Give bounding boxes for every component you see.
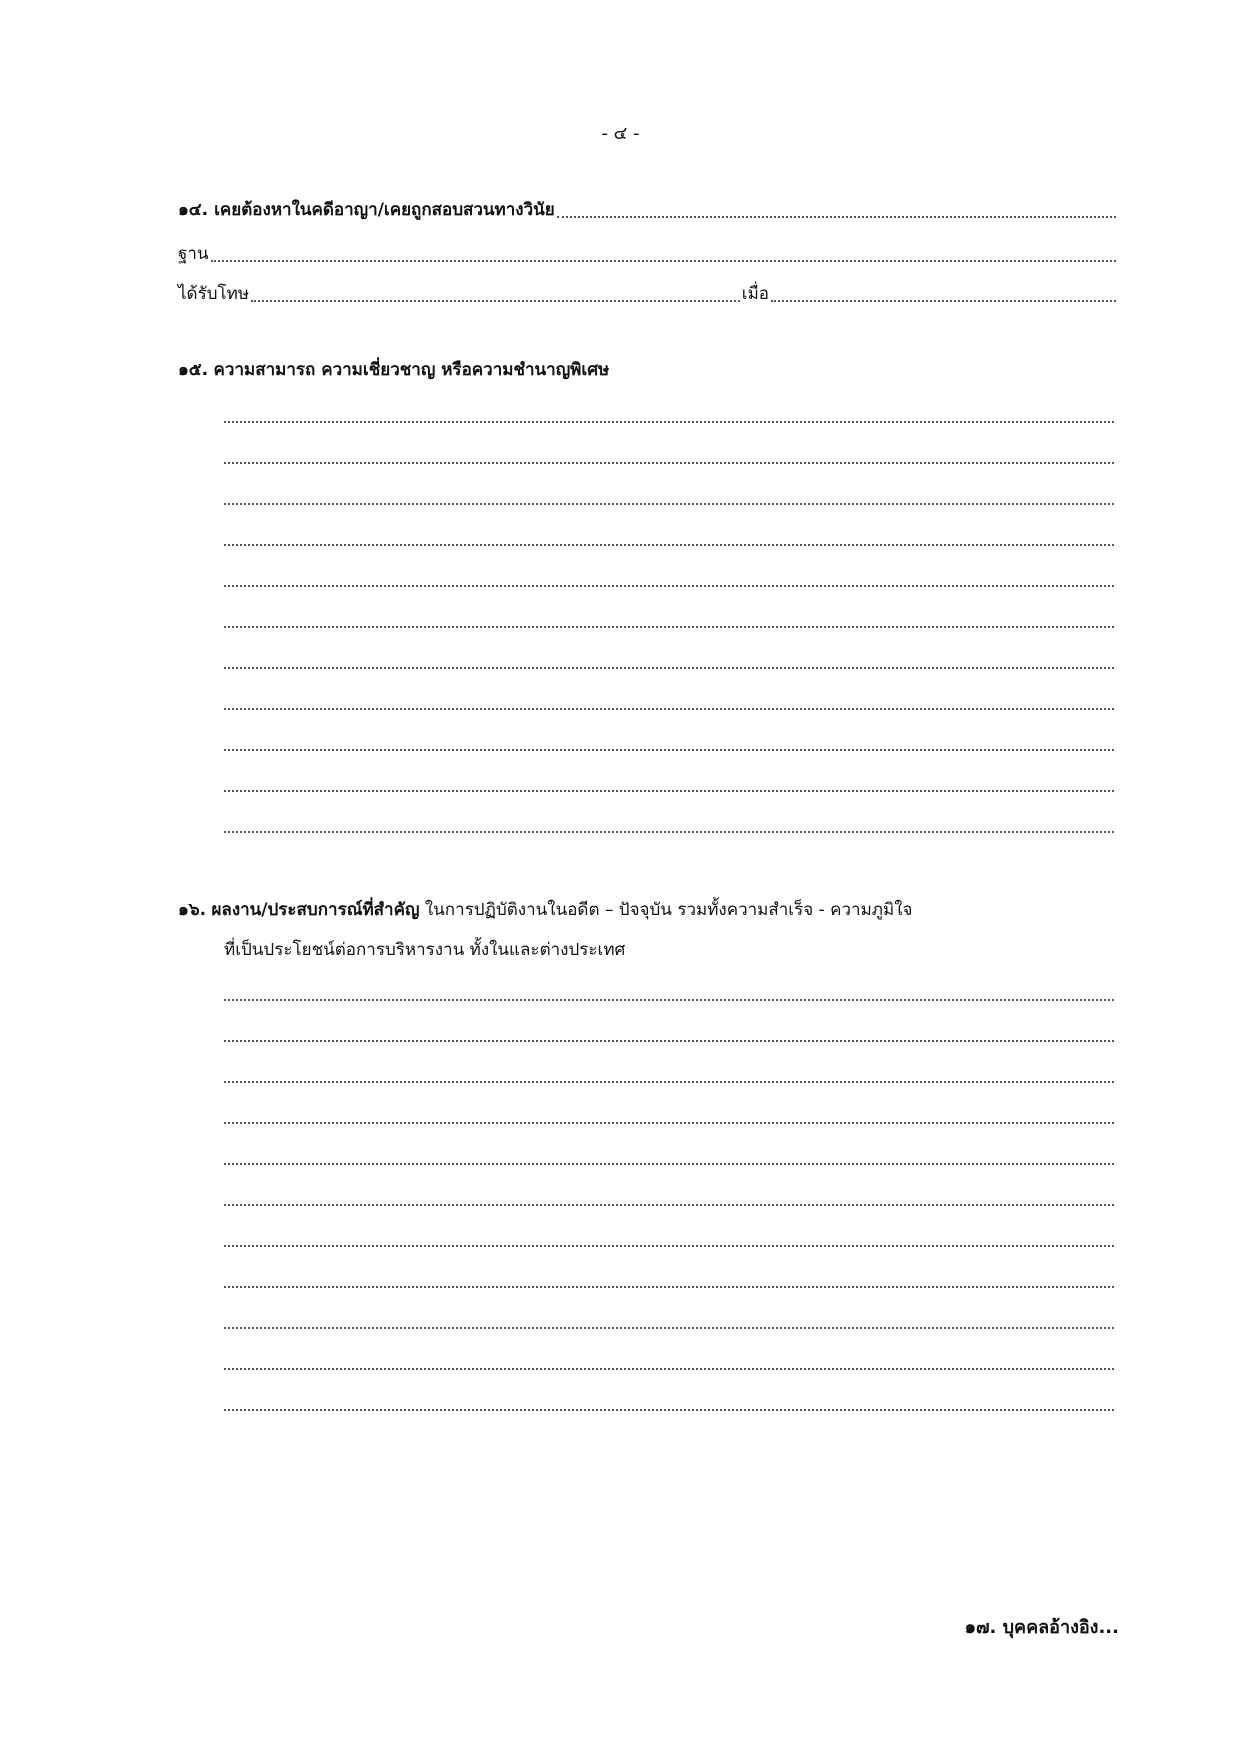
section16-title-rest: ในการปฏิบัติงานในอดีต – ปัจจุบัน รวมทั้งความสำเร็จ - ความภูมิใจ xyxy=(419,900,913,920)
answer-line[interactable] xyxy=(224,1009,1114,1050)
section14-heading xyxy=(178,196,1118,223)
answer-line[interactable] xyxy=(224,390,1114,431)
penalty-label: ได้รับโทษ xyxy=(178,284,250,304)
answer-line[interactable] xyxy=(224,968,1114,1009)
answer-line[interactable] xyxy=(224,1050,1114,1091)
answer-line[interactable] xyxy=(224,1091,1114,1132)
answer-line[interactable] xyxy=(224,472,1114,513)
section14-number: ๑๔. xyxy=(178,200,209,220)
section15-heading xyxy=(178,356,1118,383)
when-label: เมื่อ xyxy=(741,284,769,304)
section16-title: ผลงาน/ประสบการณ์ที่สำคัญ xyxy=(211,900,420,920)
section15-number: ๑๕. xyxy=(178,360,209,380)
answer-line[interactable] xyxy=(224,554,1114,595)
penalty-field[interactable] xyxy=(251,300,740,302)
section15-title: ความสามารถ ความเชี่ยวชาญ หรือความชำนาญพิเศษ xyxy=(213,360,610,380)
answer-line[interactable] xyxy=(224,1132,1114,1173)
section16-number: ๑๖. xyxy=(178,900,207,920)
when-field[interactable] xyxy=(771,300,1116,302)
section14-answer-line[interactable] xyxy=(557,216,1116,218)
section15-answer-lines xyxy=(224,390,1114,841)
answer-line[interactable] xyxy=(224,718,1114,759)
answer-line[interactable] xyxy=(224,1255,1114,1296)
answer-line[interactable] xyxy=(224,759,1114,800)
answer-line[interactable] xyxy=(224,513,1114,554)
answer-line[interactable] xyxy=(224,431,1114,472)
section14-title: เคยต้องหาในคดีอาญา/เคยถูกสอบสวนทางวินัย xyxy=(214,200,555,220)
answer-line[interactable] xyxy=(224,1378,1114,1419)
section14-basis-row xyxy=(178,240,1118,267)
basis-label: ฐาน xyxy=(178,244,209,264)
section16-heading xyxy=(178,896,1118,923)
page-number: - ๔ - xyxy=(601,123,640,144)
answer-line[interactable] xyxy=(224,1296,1114,1337)
answer-line[interactable] xyxy=(224,595,1114,636)
section16-continuation: ที่เป็นประโยชน์ต่อการบริหารงาน ทั้งในและต่างประเทศ xyxy=(224,940,626,960)
answer-line[interactable] xyxy=(224,1214,1114,1255)
answer-line[interactable] xyxy=(224,1173,1114,1214)
section16-answer-lines xyxy=(224,968,1114,1419)
answer-line[interactable] xyxy=(224,677,1114,718)
next-section-reference: ๑๗. บุคคลอ้างอิง... xyxy=(964,1617,1119,1638)
section14-penalty-row xyxy=(178,280,1118,307)
answer-line[interactable] xyxy=(224,800,1114,841)
answer-line[interactable] xyxy=(224,636,1114,677)
answer-line[interactable] xyxy=(224,1337,1114,1378)
basis-field[interactable] xyxy=(211,260,1116,262)
